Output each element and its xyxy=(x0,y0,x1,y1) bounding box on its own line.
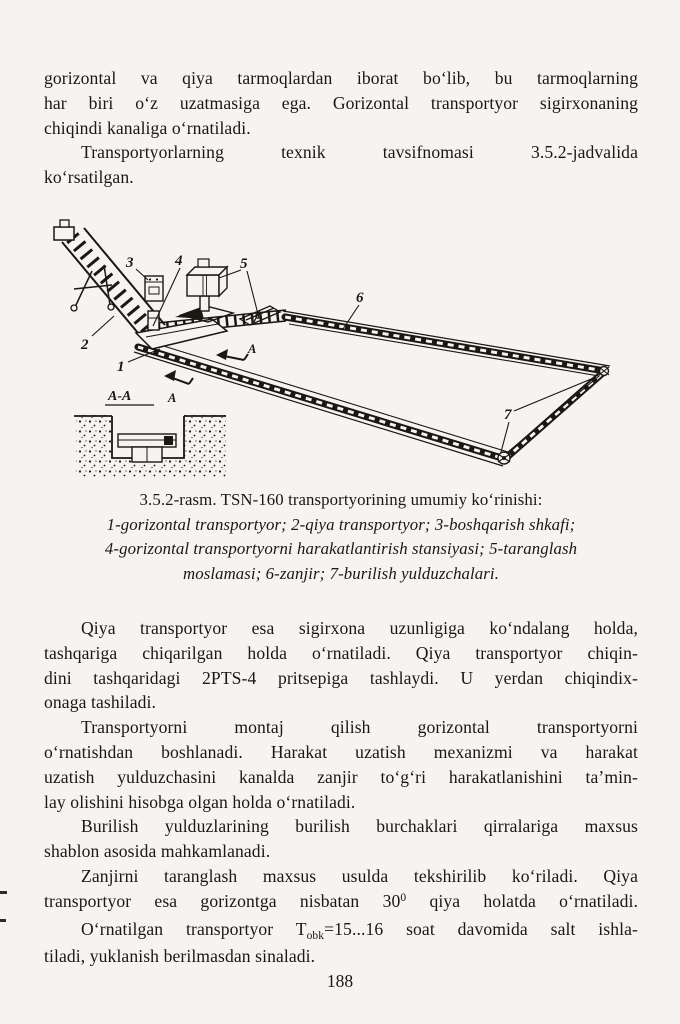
figure-label-6: 6 xyxy=(356,290,364,306)
text-line: onaga tashiladi. xyxy=(44,692,157,713)
figure-label-7: 7 xyxy=(504,407,512,423)
caption-legend: 4-gorizontal transportyorni harakatlantirish stansiyasi; 5-taranglash xyxy=(104,539,578,558)
scan-artifact xyxy=(0,919,6,922)
subscript: obk xyxy=(306,929,325,942)
caption-title: 3.5.2-rasm. TSN-160 transportyorining umumiy ko‘rinishi: xyxy=(139,490,543,509)
cut-arrow-label: A xyxy=(168,391,177,405)
text-line: shablon asosida mahkamlanadi. xyxy=(44,841,271,862)
paragraph xyxy=(44,715,638,814)
intro-text xyxy=(44,66,638,190)
paragraph xyxy=(44,917,638,970)
section-cut-arrow-upper xyxy=(216,349,248,360)
figure-label-4: 4 xyxy=(175,253,183,269)
text-line: dini tashqaridagi 2PTS-4 pritsepiga tashlaydi. U yerdan chiqindix- xyxy=(44,667,638,688)
figure-label-2: 2 xyxy=(81,337,89,353)
tensioning-device xyxy=(175,259,233,322)
text-line: Zanjirni taranglash maxsus usulda tekshirilib ko‘riladi. Qiya xyxy=(81,865,638,886)
scan-artifact xyxy=(0,891,7,894)
text-line: Qiya transportyor esa sigirxona uzunligiga ko‘ndalang holda, xyxy=(81,618,638,638)
conveyor-figure xyxy=(48,219,648,492)
caption-legend: moslamasi; 6-zanjir; 7-burilish yulduzchalari. xyxy=(183,563,499,583)
conveyor-diagram xyxy=(48,219,648,487)
page-number: 188 xyxy=(326,971,354,991)
paragraph xyxy=(44,140,638,190)
text-line: Burilish yulduzlarining burilish burchaklari qirralariga maxsus xyxy=(81,816,638,837)
text-line: gorizontal va qiya tarmoqlardan iborat bo‘lib, bu tarmoqlarning xyxy=(44,68,638,88)
paragraph xyxy=(44,66,638,140)
section-cut-arrow-lower xyxy=(164,370,193,384)
text-line: O‘rnatilgan transportyor $T_{obk}=15...16$ soat davomida salt ishla- xyxy=(81,918,638,942)
text-line: o‘rnatishdan boshlanadi. Harakat uzatish mexanizmi va harakat xyxy=(44,741,638,762)
text-line: transportyor esa gorizontga nisbatan $30^0$ qiya holatda o‘rnatiladi. xyxy=(44,890,638,911)
figure-label-5: 5 xyxy=(240,256,248,272)
text-line: tiladi, yuklanish berilmasdan sinaladi. xyxy=(44,946,316,967)
text-line: chiqindi kanaliga o‘rnatiladi. xyxy=(44,117,251,138)
cross-section-view xyxy=(74,405,226,477)
section-mark-label: A-A xyxy=(108,389,132,404)
figure-label-3: 3 xyxy=(126,255,134,271)
cut-arrow-label: A xyxy=(248,342,257,356)
caption-legend: 1-gorizontal transportyor; 2-qiya transportyor; 3-boshqarish shkafi; xyxy=(106,514,576,534)
paragraph xyxy=(44,616,638,715)
body-text xyxy=(44,616,638,969)
paragraph xyxy=(44,864,638,917)
figure-label-1: 1 xyxy=(117,359,125,375)
text-line: Transportyorni montaj qilish gorizontal transportyorni xyxy=(81,717,638,738)
figure-caption xyxy=(44,488,638,586)
superscript: 0 xyxy=(400,891,407,904)
text-line: tashqariga chiqarilgan holda o‘rnatiladi. Qiya transportyor chiqin- xyxy=(44,642,638,663)
text-line: har biri o‘z uzatmasiga ega. Gorizontal transportyor sigirxonaning xyxy=(44,92,638,113)
text-line: Transportyorlarning texnik tavsifnomasi 3.5.2-jadvalida xyxy=(81,142,638,163)
text-line: lay olishini hisobga olgan holda o‘rnatiladi. xyxy=(44,791,356,812)
text-line: uzatish yulduzchasini kanalda zanjir to‘g‘ri harakatlanishini ta’min- xyxy=(44,766,638,787)
text-line: ko‘rsatilgan. xyxy=(44,167,134,188)
paragraph xyxy=(44,814,638,864)
